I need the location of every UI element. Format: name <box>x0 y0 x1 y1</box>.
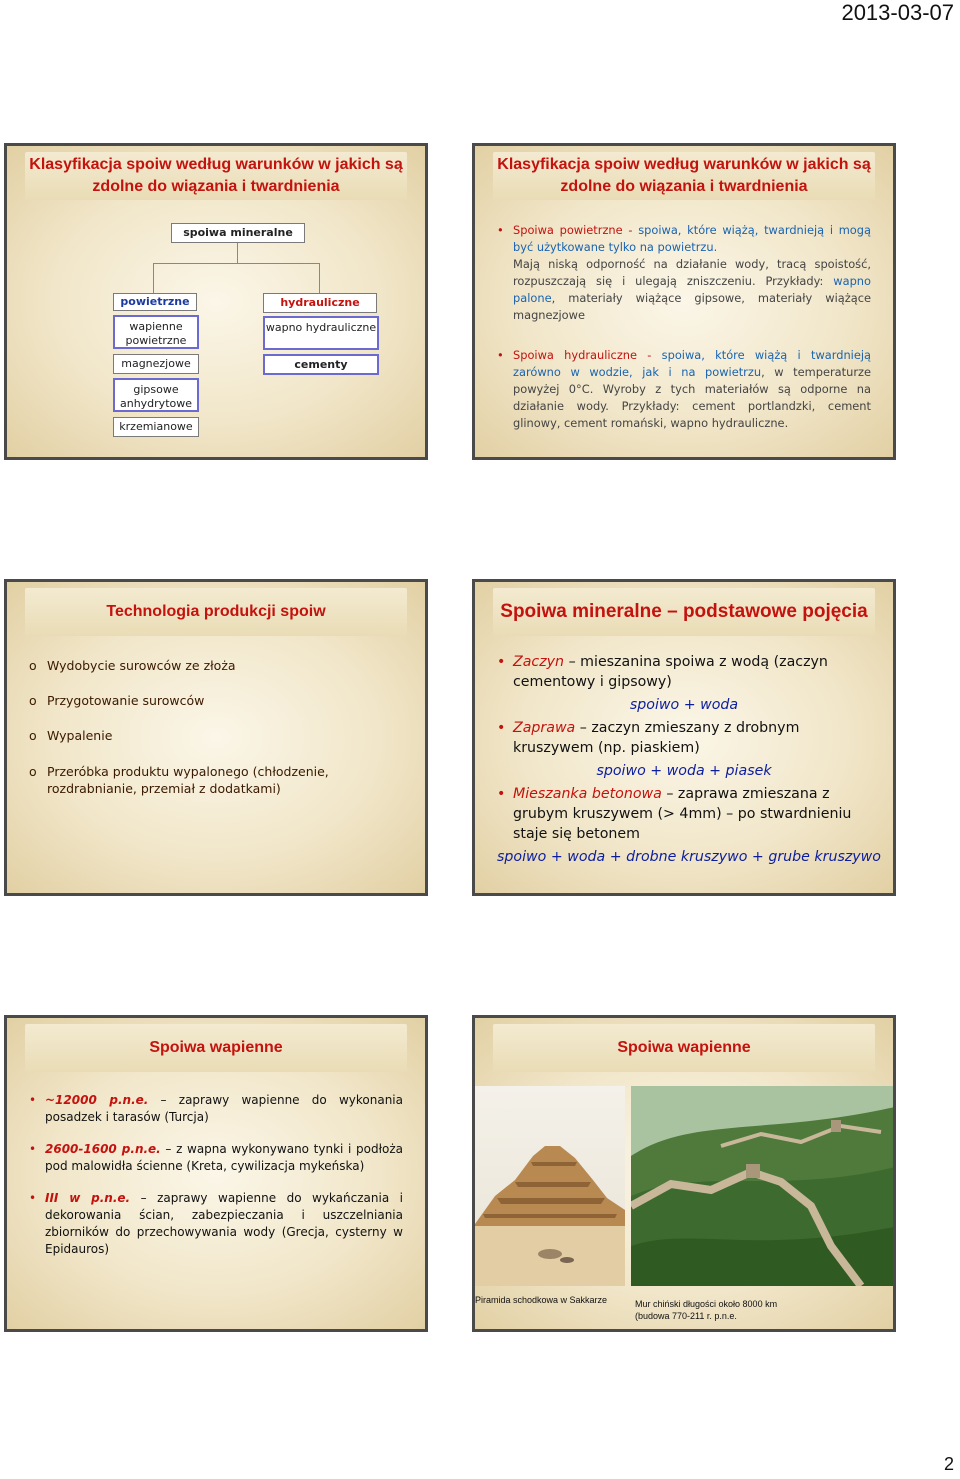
history-item: • III w p.n.e. – zaprawy wapienne do wykańczania i dekorowania ścian, zabezpieczania i uszczelniania zbiorników do przechowywania wody (Grecja, cysterny w Epidauros) <box>29 1190 403 1258</box>
list-item: o Przeróbka produktu wypalonego (chłodzenie, rozdrabnianie, przemiał z dodatkami) <box>29 764 329 796</box>
slide-classification-text <box>472 143 896 460</box>
formula: spoiwo + woda <box>629 697 739 713</box>
diagram-left-item: gipsowe anhydrytowe <box>113 378 199 412</box>
slide-title: Technologia produkcji spoiw <box>25 588 407 636</box>
diagram-right-header: hydrauliczne <box>263 293 377 313</box>
term-hydraulic-binders: Spoiwa hydrauliczne - <box>513 348 662 362</box>
formula: spoiwo + woda + piasek <box>596 763 772 779</box>
history-item: • ~12000 p.n.e. – zaprawy wapienne do wykonania posadzek i tarasów (Turcja) <box>29 1092 403 1126</box>
caption-great-wall: Mur chiński długości około 8000 km (budowa 770-211 r. p.n.e. <box>635 1299 778 1321</box>
page-date: 2013-03-07 <box>841 0 954 25</box>
diagram-root: spoiwa mineralne <box>171 223 305 243</box>
concept-item: • Zaprawa – zaczyn zmieszany z drobnym kruszywem (np. piaskiem) <box>497 718 871 758</box>
term-air-binders: Spoiwa powietrzne - <box>513 223 639 237</box>
diagram-left-item: krzemianowe <box>113 417 199 437</box>
pyramid-photo <box>475 1086 625 1286</box>
slide-production-technology <box>4 579 428 896</box>
example-air-binders: wapno palone <box>513 274 871 305</box>
diagram-right-item: cementy <box>263 354 379 375</box>
list-item: o Wydobycie surowców ze złoża <box>29 658 236 673</box>
slide-lime-binders-photos <box>472 1015 896 1332</box>
slide-title: Spoiwa mineralne – podstawowe pojęcia <box>493 588 875 636</box>
history-item: • 2600-1600 p.n.e. – z wapna wykonywano tynki i podłoża pod malowidła ścienne (Kreta, cywilizacja mykeńska) <box>29 1141 403 1175</box>
diagram-left-header: powietrzne <box>113 293 197 311</box>
great-wall-photo <box>631 1086 896 1286</box>
def-air-binders: spoiwa, które wiążą, twardnieją i mogą być użytkowane tylko na powietrzu. <box>513 223 871 254</box>
slide-basic-concepts <box>472 579 896 896</box>
text-hydraulic-binders: , w temperaturze powyżej 0°C. Wyroby z tych materiałów są odporne na działanie wody. Przykłady: cement portlandzki, cement glinowy, cement romański, wapno hydrauliczne. <box>513 365 871 430</box>
def-hydraulic-binders: spoiwa, które wiążą i twardnieją zarówno w wodzie, jak i na powietrzu <box>513 348 871 379</box>
slide-title: Spoiwa wapienne <box>25 1024 407 1072</box>
formula: spoiwo + woda + drobne kruszywo + grube kruszywo <box>497 849 881 865</box>
text-air-binders: Mają niską odporność na działanie wody, tracą spoistość, rozpuszczają się i ulegają zniszczeniu. Przykłady: <box>513 257 871 288</box>
caption-pyramid: Piramida schodkowa w Sakkarze <box>475 1295 608 1305</box>
bullet-air-binders <box>497 222 871 324</box>
diagram-left-item: wapienne powietrzne <box>113 315 199 349</box>
tail-air-binders: , materiały wiążące gipsowe, materiały wiążące magnezjowe <box>513 291 871 322</box>
concept-item: • Zaczyn – mieszanina spoiwa z wodą (zaczyn cementowy i gipsowy) <box>497 652 871 692</box>
slide-title: Klasyfikacja spoiw według warunków w jakich są zdolne do wiązania i twardnienia <box>25 152 407 200</box>
concept-item: • Mieszanka betonowa – zaprawa zmieszana z grubym kruszywem (> 4mm) – po stwardnieniu staje się betonem <box>497 784 871 844</box>
list-item: o Przygotowanie surowców <box>29 693 205 708</box>
list-item: o Wypalenie <box>29 728 113 743</box>
slide-classification-diagram <box>4 143 428 460</box>
bullet-hydraulic-binders <box>497 347 871 432</box>
slide-lime-binders-history <box>4 1015 428 1332</box>
diagram-right-item: wapno hydrauliczne <box>263 316 379 350</box>
slide-title: Klasyfikacja spoiw według warunków w jakich są zdolne do wiązania i twardnienia <box>493 152 875 200</box>
slide-title: Spoiwa wapienne <box>493 1024 875 1072</box>
page-number: 2 <box>943 1454 954 1474</box>
diagram-left-item: magnezjowe <box>113 354 199 374</box>
